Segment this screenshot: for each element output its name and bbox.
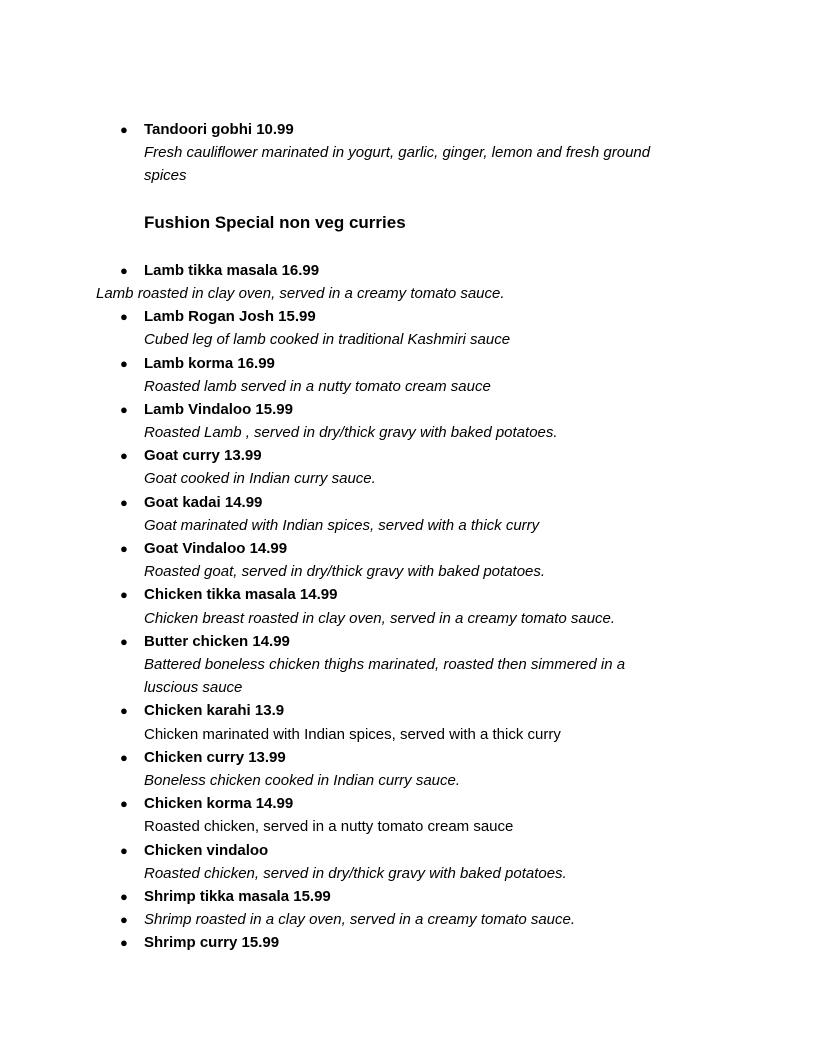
bullet-icon: ● — [120, 541, 128, 556]
item-name: Chicken tikka masala 14.99 — [144, 586, 338, 603]
item-description: Roasted Lamb , served in dry/thick gravy with baked potatoes. — [144, 424, 558, 441]
bullet-icon: ● — [120, 263, 128, 278]
item-description: Fresh cauliflower marinated in yogurt, garlic, ginger, lemon and fresh ground — [144, 144, 651, 161]
item-description: Cubed leg of lamb cooked in traditional Kashmiri sauce — [144, 331, 511, 348]
item-description: Roasted goat, served in dry/thick gravy with baked potatoes. — [144, 563, 546, 580]
bullet-icon: ● — [120, 495, 128, 510]
item-name: Lamb Rogan Josh 15.99 — [144, 308, 316, 325]
item-name: Lamb Vindaloo 15.99 — [144, 401, 293, 418]
item-description: Roasted lamb served in a nutty tomato cream sauce — [144, 378, 491, 395]
bullet-icon: ● — [120, 122, 128, 137]
item-name: Chicken curry 13.99 — [144, 749, 286, 766]
item-description: Goat marinated with Indian spices, served with a thick curry — [144, 517, 540, 534]
item-name: Tandoori gobhi 10.99 — [144, 121, 294, 138]
bullet-icon: ● — [120, 889, 128, 904]
bullet-icon: ● — [120, 912, 128, 927]
section-heading: Fushion Special non veg curries — [144, 213, 406, 232]
item-description: spices — [144, 167, 187, 184]
item-description: Lamb roasted in clay oven, served in a creamy tomato sauce. — [96, 285, 505, 302]
bullet-icon: ● — [120, 634, 128, 649]
item-name: Lamb korma 16.99 — [144, 355, 275, 372]
item-description: Battered boneless chicken thighs marinated, roasted then simmered in a — [144, 656, 626, 673]
item-description: Roasted chicken, served in dry/thick gravy with baked potatoes. — [144, 865, 567, 882]
item-name: Chicken korma 14.99 — [144, 795, 294, 812]
bullet-icon: ● — [120, 703, 128, 718]
bullet-icon: ● — [120, 309, 128, 324]
bullet-icon: ● — [120, 448, 128, 463]
item-description: Shrimp roasted in a clay oven, served in a creamy tomato sauce. — [144, 911, 576, 928]
item-name: Shrimp tikka masala 15.99 — [144, 888, 331, 905]
bullet-icon: ● — [120, 935, 128, 950]
item-description: Roasted chicken, served in a nutty tomato cream sauce — [144, 818, 514, 835]
item-description: Chicken marinated with Indian spices, served with a thick curry — [144, 726, 561, 743]
bullet-icon: ● — [120, 796, 128, 811]
bullet-icon: ● — [120, 587, 128, 602]
item-description: Boneless chicken cooked in Indian curry sauce. — [144, 772, 461, 789]
bullet-icon: ● — [120, 402, 128, 417]
item-name: Butter chicken 14.99 — [144, 633, 290, 650]
item-name: Chicken vindaloo — [144, 842, 269, 859]
item-name: Goat kadai 14.99 — [144, 494, 263, 511]
item-name: Lamb tikka masala 16.99 — [144, 262, 320, 279]
item-name: Chicken karahi 13.9 — [144, 702, 285, 719]
item-description: luscious sauce — [144, 679, 243, 696]
bullet-icon: ● — [120, 843, 128, 858]
bullet-icon: ● — [120, 356, 128, 371]
item-description: Chicken breast roasted in clay oven, served in a creamy tomato sauce. — [144, 610, 616, 627]
item-description: Goat cooked in Indian curry sauce. — [144, 470, 376, 487]
item-name: Goat curry 13.99 — [144, 447, 262, 464]
bullet-icon: ● — [120, 750, 128, 765]
item-name: Goat Vindaloo 14.99 — [144, 540, 288, 557]
item-name: Shrimp curry 15.99 — [144, 934, 280, 951]
